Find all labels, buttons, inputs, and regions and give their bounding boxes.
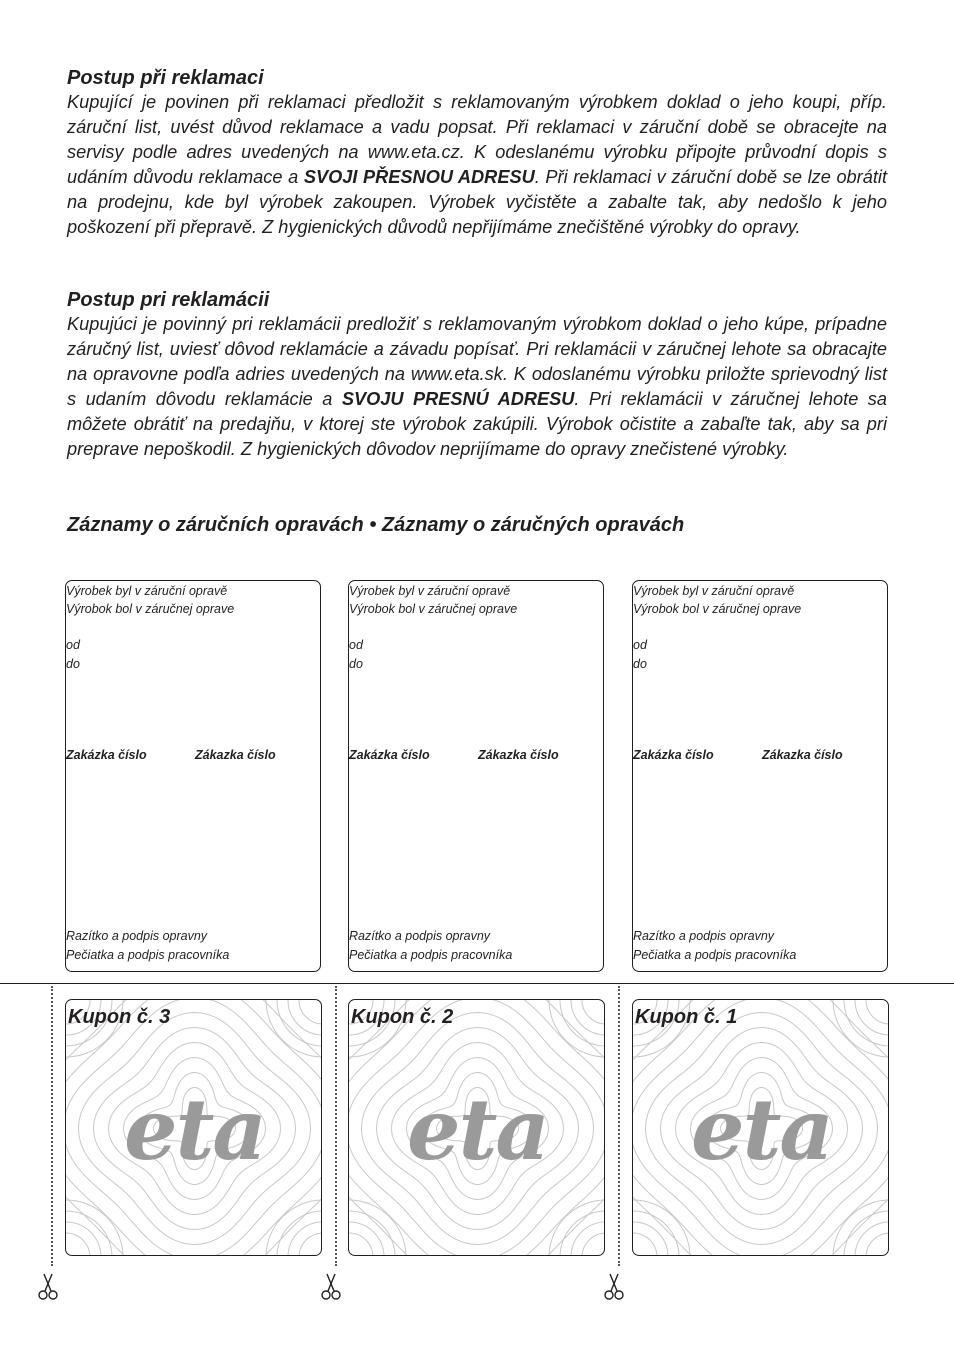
perforation-line <box>618 986 620 1266</box>
card-line-sk: Výrobok bol v záručnej oprave <box>349 602 518 616</box>
card-line-sk: Výrobok bol v záručnej oprave <box>633 602 802 616</box>
coupon-title: Kupon č. 3 <box>68 1006 171 1028</box>
card-order-cz: Zakázka číslo <box>66 748 147 762</box>
scissors-icon <box>602 1272 626 1302</box>
card-to: do <box>66 657 80 671</box>
eta-logo: eta <box>691 1080 832 1179</box>
coupon-title: Kupon č. 1 <box>635 1006 738 1028</box>
card-order-sk: Zákazka číslo <box>478 748 559 762</box>
card-stamp-cz: Razítko a podpis opravny <box>66 929 208 943</box>
eta-logo: eta <box>407 1080 548 1179</box>
cz-text-2: . Při reklamaci v záruční době se lze obrátit na prodejnu, kde byl výrobek zakoupen. Výrobek vyčistěte a zabalte tak, aby nedošlo k jeho poškození při přepravě. Z hygienických důvodů nepřijímáme znečištěné výrobky do opravy. <box>67 167 887 237</box>
card-stamp-cz: Razítko a podpis opravny <box>633 929 775 943</box>
sk-heading: Postup pri reklamácii <box>67 289 270 311</box>
card-order-sk: Zákazka číslo <box>195 748 276 762</box>
card-stamp-sk: Pečiatka a podpis pracovníka <box>633 948 797 962</box>
card-order-cz: Zakázka číslo <box>349 748 430 762</box>
coupon-2 <box>348 999 605 1256</box>
repair-record-card <box>65 580 321 972</box>
card-line-cz: Výrobek byl v záruční opravě <box>349 584 511 598</box>
cz-paragraph <box>67 90 887 240</box>
records-title: Záznamy o záručních opravách • Záznamy o záručných opravách <box>67 514 685 536</box>
sk-section <box>67 288 887 462</box>
card-to: do <box>349 657 363 671</box>
cz-text-bold: SVOJI PŘESNOU ADRESU <box>303 167 535 187</box>
card-from: od <box>633 638 647 652</box>
scissors-icon <box>36 1272 60 1302</box>
perforation-line <box>335 986 337 1266</box>
perforation-line <box>51 986 53 1266</box>
card-from: od <box>349 638 363 652</box>
sk-text-bold: SVOJU PRESNÚ ADRESU <box>341 389 575 409</box>
card-stamp-sk: Pečiatka a podpis pracovníka <box>66 948 230 962</box>
sk-text-2: . Pri reklamácii v záručnej lehote sa môžete obrátiť na predajňu, v ktorej ste výrobok zakúpili. Výrobok očistite a zabaľte tak, aby sa pri preprave nepoškodil. Z hygienických dôvodov neprijímame do opravy znečistené výrobky. <box>67 389 887 459</box>
coupon-3 <box>65 999 322 1256</box>
card-stamp-cz: Razítko a podpis opravny <box>349 929 491 943</box>
eta-logo: eta <box>124 1080 265 1179</box>
card-order-cz: Zakázka číslo <box>633 748 714 762</box>
sk-paragraph <box>67 312 887 462</box>
card-line-cz: Výrobek byl v záruční opravě <box>633 584 795 598</box>
card-line-sk: Výrobok bol v záručnej oprave <box>66 602 235 616</box>
cz-heading: Postup při reklamaci <box>67 67 264 89</box>
cz-section <box>67 66 887 240</box>
scissors-icon <box>319 1272 343 1302</box>
card-from: od <box>66 638 80 652</box>
card-order-sk: Zákazka číslo <box>762 748 843 762</box>
coupon-title: Kupon č. 2 <box>351 1006 454 1028</box>
sk-text-1: Kupujúci je povinný pri reklamácii predložiť s reklamovaným výrobkom doklad o jeho kúpe, prípadne záručný list, uviesť dôvod reklamácie a závadu popísať. Pri reklamácii v záručnej lehote sa obracajte na opravovne podľa adries uvedených na www.eta.sk. K odoslanému výrobku priložte sprievodný list s udaním dôvodu reklamácie a <box>67 314 887 409</box>
card-to: do <box>633 657 647 671</box>
card-stamp-sk: Pečiatka a podpis pracovníka <box>349 948 513 962</box>
cut-line <box>0 983 954 984</box>
repair-record-card <box>632 580 888 972</box>
card-line-cz: Výrobek byl v záruční opravě <box>66 584 228 598</box>
repair-record-card <box>348 580 604 972</box>
cz-text-1: Kupující je povinen při reklamaci předložit s reklamovaným výrobkem doklad o jeho koupi, příp. záruční list, uvést důvod reklamace a vadu popsat. Při reklamaci v záruční době se obracejte na servisy podle adres uvedených na www.eta.cz. K odeslanému výrobku připojte průvodní dopis s udáním důvodu reklamace a <box>67 92 887 187</box>
coupon-1 <box>632 999 889 1256</box>
